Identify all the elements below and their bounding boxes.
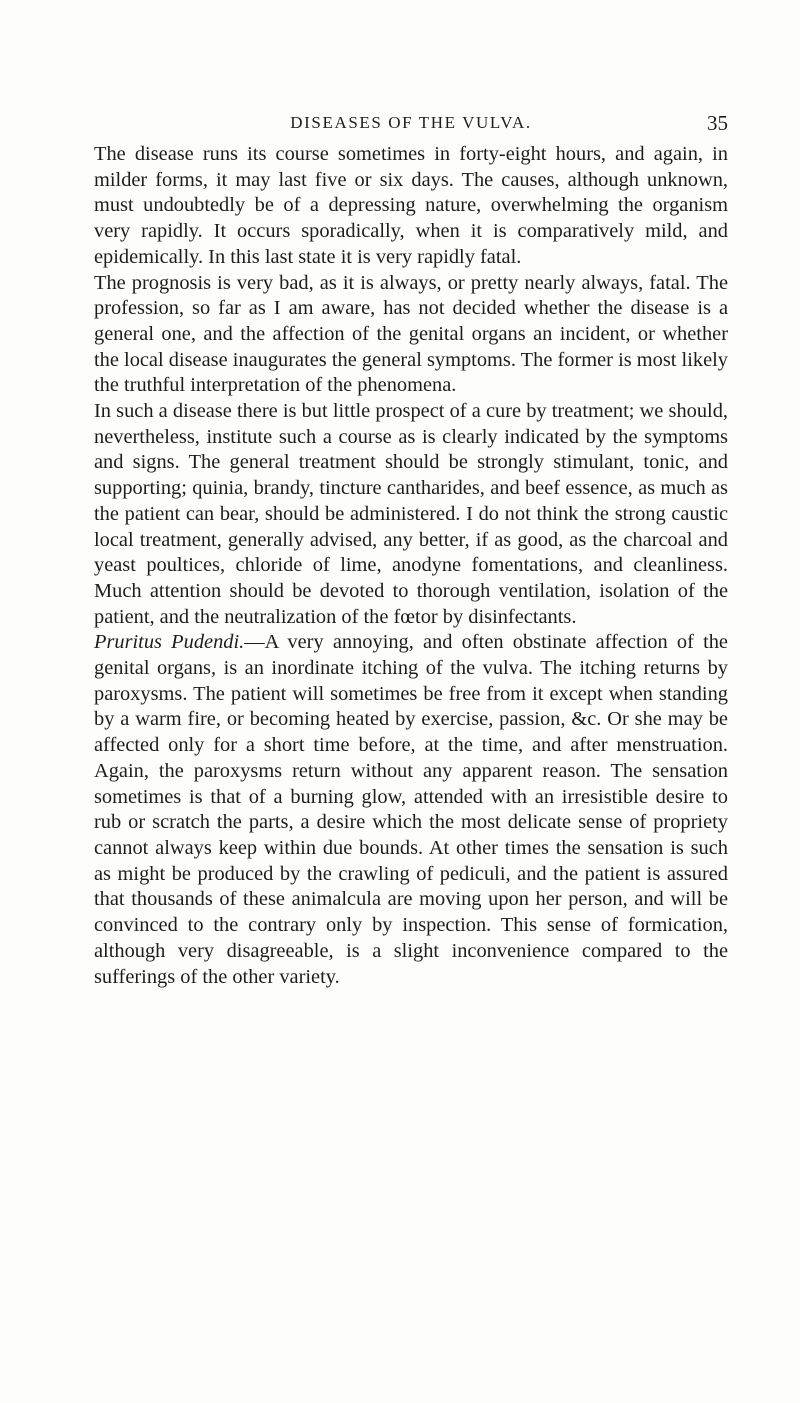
paragraph-treatment: In such a disease there is but little prospect of a cure by treatment; we should, nevertheless, institute such a course as is clearly indicated by the symptoms and signs. The general treatment should be strongly stimulant, tonic, and supporting; quinia, brandy, tincture cantharides, and beef essence, as much as the patient can bear, should be administered. I do not think the strong caustic local treatment, generally advised, any better, if as good, as the charcoal and yeast poultices, chloride of lime, anodyne fomentations, and cleanliness. Much attention should be devoted to thorough ventilation, isolation of the patient, and the neutralization of the fœtor by disinfectants.	[94, 400, 728, 628]
running-title: DISEASES OF THE VULVA.	[290, 113, 532, 132]
page-number: 35	[707, 111, 728, 135]
paragraph-pruritus-text: —A very annoying, and often obstinate affection of the genital organs, is an inordinate itching of the vulva. The itching returns by paroxysms. The patient will sometimes be free from it except when standing by a warm fire, or becoming heated by exercise, passion, &c. Or she may be affected only for a short time before, at the time, and after menstruation. Again, the paroxysms return without any apparent reason. The sensation sometimes is that of a burning glow, attended with an irresistible desire to rub or scratch the parts, a desire which the most delicate sense of propriety cannot always keep within due bounds. At other times the sensation is such as might be produced by the crawling of pediculi, and the patient is assured that thousands of these animalcula are moving upon her person, and will be convinced to the contrary only by inspection. This sense of formication, although very disagreeable, is a slight inconvenience compared to the sufferings of the other variety.	[94, 631, 728, 988]
paragraph-pruritus	[94, 630, 728, 990]
section-run-in-heading: Pruritus Pudendi.	[94, 631, 245, 654]
running-head	[94, 109, 728, 137]
paragraph-course: The disease runs its course sometimes in forty-eight hours, and again, in milder forms, it may last five or six days. The causes, although unknown, must undoubtedly be of a depressing nature, overwhelming the organism very rapidly. It occurs sporadically, when it is comparatively mild, and epidemically. In this last state it is very rapidly fatal.	[94, 143, 728, 268]
paragraph-prognosis: The prognosis is very bad, as it is always, or pretty nearly always, fatal. The profession, so far as I am aware, has not decided whether the disease is a general one, and the affection of the genital organs an incident, or whether the local disease inaugurates the general symptoms. The former is most likely the truthful interpretation of the phenomena.	[94, 271, 728, 397]
body-text	[94, 142, 728, 990]
